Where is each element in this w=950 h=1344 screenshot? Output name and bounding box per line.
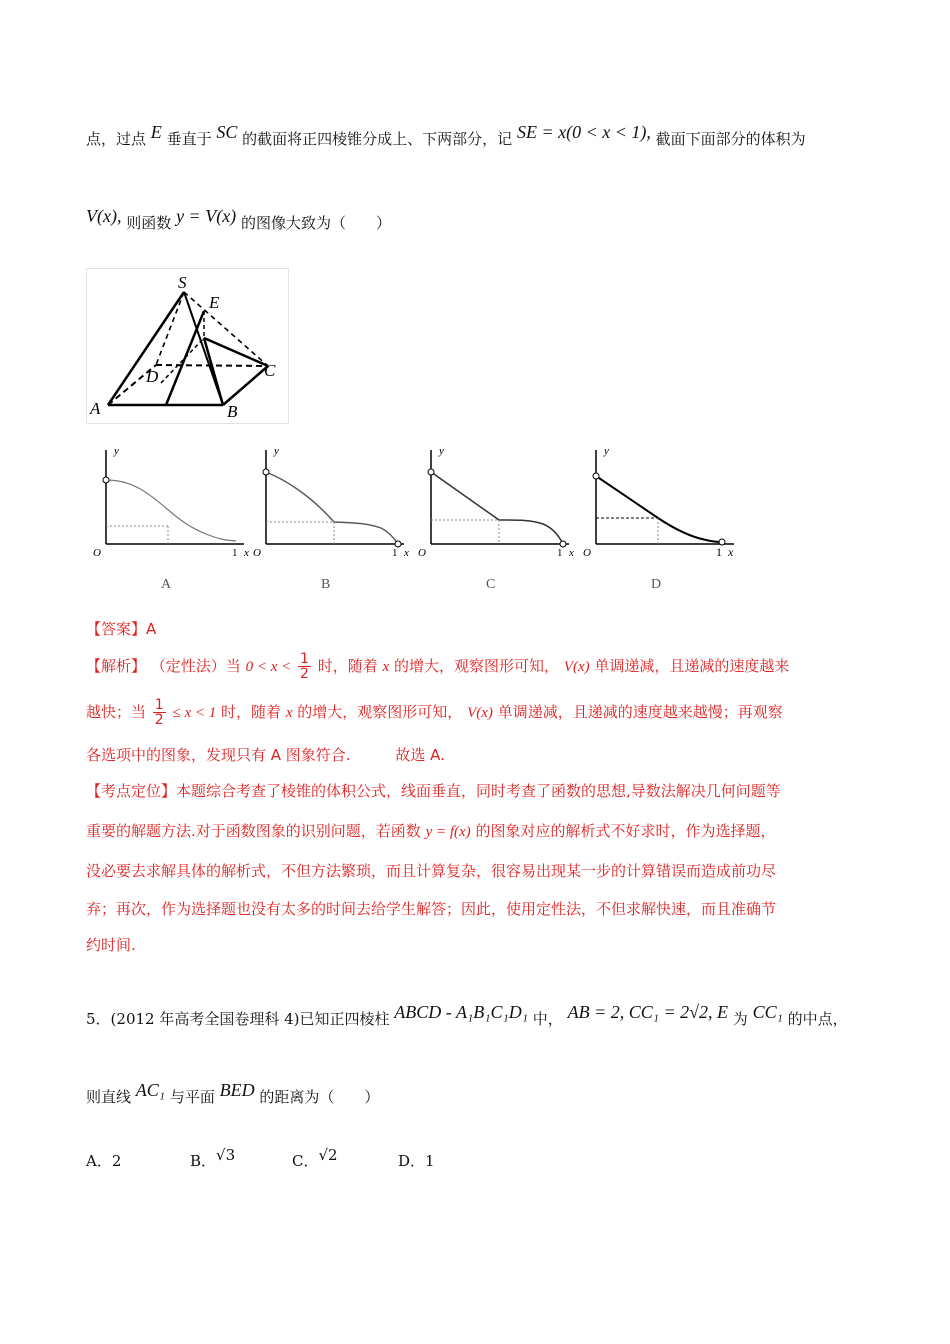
prism-name: ABCD - A₁B₁C₁D₁: [394, 1002, 528, 1022]
option-letter: A．: [86, 1152, 112, 1170]
intro-text: 垂直于: [166, 130, 212, 148]
x-label: x: [569, 547, 574, 559]
option-letter: C．: [292, 1152, 319, 1170]
option-value: 2: [111, 1152, 122, 1170]
question-text: 则直线: [86, 1088, 132, 1106]
x-end-label: 1: [557, 547, 563, 559]
graph-options: [86, 436, 756, 596]
analysis-text: 各选项中的图象，发现只有 A 图象符合.: [86, 746, 351, 764]
caption-d: D: [651, 577, 662, 592]
analysis-text: 时，随着: [317, 657, 378, 675]
option-c[interactable]: [292, 1146, 338, 1171]
analysis-tag: 【解析】: [86, 657, 147, 675]
question5-line-2: [86, 1080, 380, 1107]
option-letter: B．: [190, 1152, 217, 1170]
frac-num: 1: [154, 697, 164, 713]
label-s: S: [178, 273, 187, 292]
intro-text: 则函数: [126, 214, 172, 232]
intro-text: 的截面将正四棱锥分成上、下两部分，记: [242, 130, 513, 148]
origin-label: O: [93, 547, 101, 559]
analysis-text: 的增大，观察图形可知，: [297, 703, 463, 721]
question-text: 的中点，: [787, 1010, 848, 1028]
analysis-row-1: [86, 652, 789, 681]
label-b: B: [227, 402, 238, 421]
plane-bed: BED: [219, 1080, 255, 1100]
caption-c: C: [486, 577, 496, 592]
question5-line-1: [86, 1002, 848, 1029]
intro-text: 截面下面部分的体积为: [655, 130, 806, 148]
label-e: E: [209, 293, 220, 312]
intro-text: 的图像大致为（ ）: [240, 214, 391, 232]
graph-c: [418, 445, 574, 592]
cond-expr: 0 < x <: [245, 659, 292, 675]
key-row-5: 约时间.: [86, 936, 136, 954]
option-letter: D．: [398, 1152, 426, 1170]
y-label: y: [439, 445, 444, 457]
graph-a: [93, 445, 249, 592]
key-text: 的图象对应的解析式不好求时，作为选择题，: [475, 822, 776, 840]
option-a[interactable]: [86, 1150, 121, 1171]
origin-label: O: [418, 547, 426, 559]
y-label: y: [114, 445, 119, 457]
caption-a: A: [161, 577, 172, 592]
problem-line-1: [86, 122, 806, 149]
segment-cc1: CC₁: [752, 1002, 783, 1022]
var-x: x: [285, 705, 293, 721]
start-point: [593, 473, 599, 479]
x-end-label: 1: [232, 547, 238, 559]
pyramid-figure: [86, 268, 291, 426]
graph-b: [253, 445, 409, 592]
condition-se: SE = x(0 < x < 1),: [516, 122, 651, 142]
y-label: y: [604, 445, 609, 457]
graph-d: [583, 445, 734, 592]
option-b[interactable]: [190, 1146, 236, 1171]
frac-den: 2: [300, 666, 309, 682]
option-d[interactable]: [398, 1150, 435, 1171]
key-text: 本题综合考查了棱锥的体积公式，线面垂直，同时考查了函数的思想,导数法解决几何问题等: [176, 782, 781, 800]
point-e: E: [150, 122, 162, 142]
label-c: C: [264, 361, 276, 380]
key-tag: 【考点定位】: [86, 782, 177, 800]
figure-frame: [87, 269, 289, 424]
key-row-4: 弃；再次，作为选择题也没有太多的时间去给学生解答；因此，使用定性法，不但求解快速，而且准确节: [86, 900, 777, 918]
volume-func: V(x),: [86, 206, 122, 226]
analysis-row-3: [86, 744, 445, 765]
key-row-2: [86, 820, 775, 841]
caption-b: B: [321, 577, 331, 592]
func-expr: y = f(x): [425, 824, 471, 840]
question-number: 5．(2012 年高考全国卷理科 4)已知正四棱柱: [86, 1010, 390, 1028]
analysis-text: 单调递减，且递减的速度越来: [594, 657, 790, 675]
analysis-row-2: [86, 698, 783, 727]
x-end-label: 1: [392, 547, 398, 559]
function-expr: y = V(x): [176, 206, 237, 226]
y-label: y: [274, 445, 279, 457]
label-d: D: [146, 367, 159, 386]
x-label: x: [728, 545, 734, 559]
key-row-1: [86, 780, 781, 801]
x-label: x: [404, 547, 409, 559]
key-row-3: 没必要去求解具体的解析式，不但方法繁琐，而且计算复杂，很容易出现某一步的计算错误而造成前功尽: [86, 862, 777, 880]
analysis-text: 的增大，观察图形可知，: [393, 657, 559, 675]
intro-text: 点，过点: [86, 130, 147, 148]
analysis-conclusion: 故选 A.: [395, 746, 445, 764]
label-a: A: [90, 399, 101, 418]
var-vx: V(x): [467, 705, 493, 721]
start-point: [103, 477, 109, 483]
origin-label: O: [253, 547, 261, 559]
analysis-text: 单调递减，且递减的速度越来越慢；再观察: [497, 703, 783, 721]
problem-line-2: [86, 206, 391, 233]
origin-label: O: [583, 547, 591, 559]
x-label: x: [244, 547, 249, 559]
answer-label: 【答案】A: [86, 620, 157, 638]
option-value: √2: [318, 1146, 338, 1164]
curve-b: [266, 472, 398, 544]
segment-sc: SC: [216, 122, 238, 142]
analysis-text: 时，随着: [221, 703, 282, 721]
analysis-text: 越快；当: [86, 703, 147, 721]
start-point: [428, 469, 434, 475]
given-expr: AB = 2, CC₁ = 2√2, E: [567, 1002, 729, 1022]
question-text: 为: [732, 1010, 748, 1028]
question-text: 的距离为（ ）: [259, 1088, 380, 1106]
curve-d: [596, 476, 722, 542]
x-end-label: 1: [716, 545, 722, 559]
var-x: x: [382, 659, 390, 675]
frac-num: 1: [300, 651, 309, 667]
curve-c: [431, 472, 563, 544]
line-ac1: AC₁: [135, 1080, 166, 1100]
key-text: 重要的解题方法.对于函数图象的识别问题，若函数: [86, 822, 421, 840]
analysis-text: （定性法）当: [150, 657, 241, 675]
option-value: 1: [425, 1152, 435, 1170]
var-vx: V(x): [563, 659, 590, 675]
start-point: [263, 469, 269, 475]
fraction-half: [298, 652, 311, 681]
question-text: 与平面: [169, 1088, 215, 1106]
cond-expr: ≤ x < 1: [172, 705, 217, 721]
frac-den: 2: [154, 712, 164, 728]
option-value: √3: [216, 1146, 236, 1164]
question-text: 中，: [532, 1010, 563, 1028]
fraction-half: [153, 698, 166, 727]
curve-a: [106, 480, 236, 541]
